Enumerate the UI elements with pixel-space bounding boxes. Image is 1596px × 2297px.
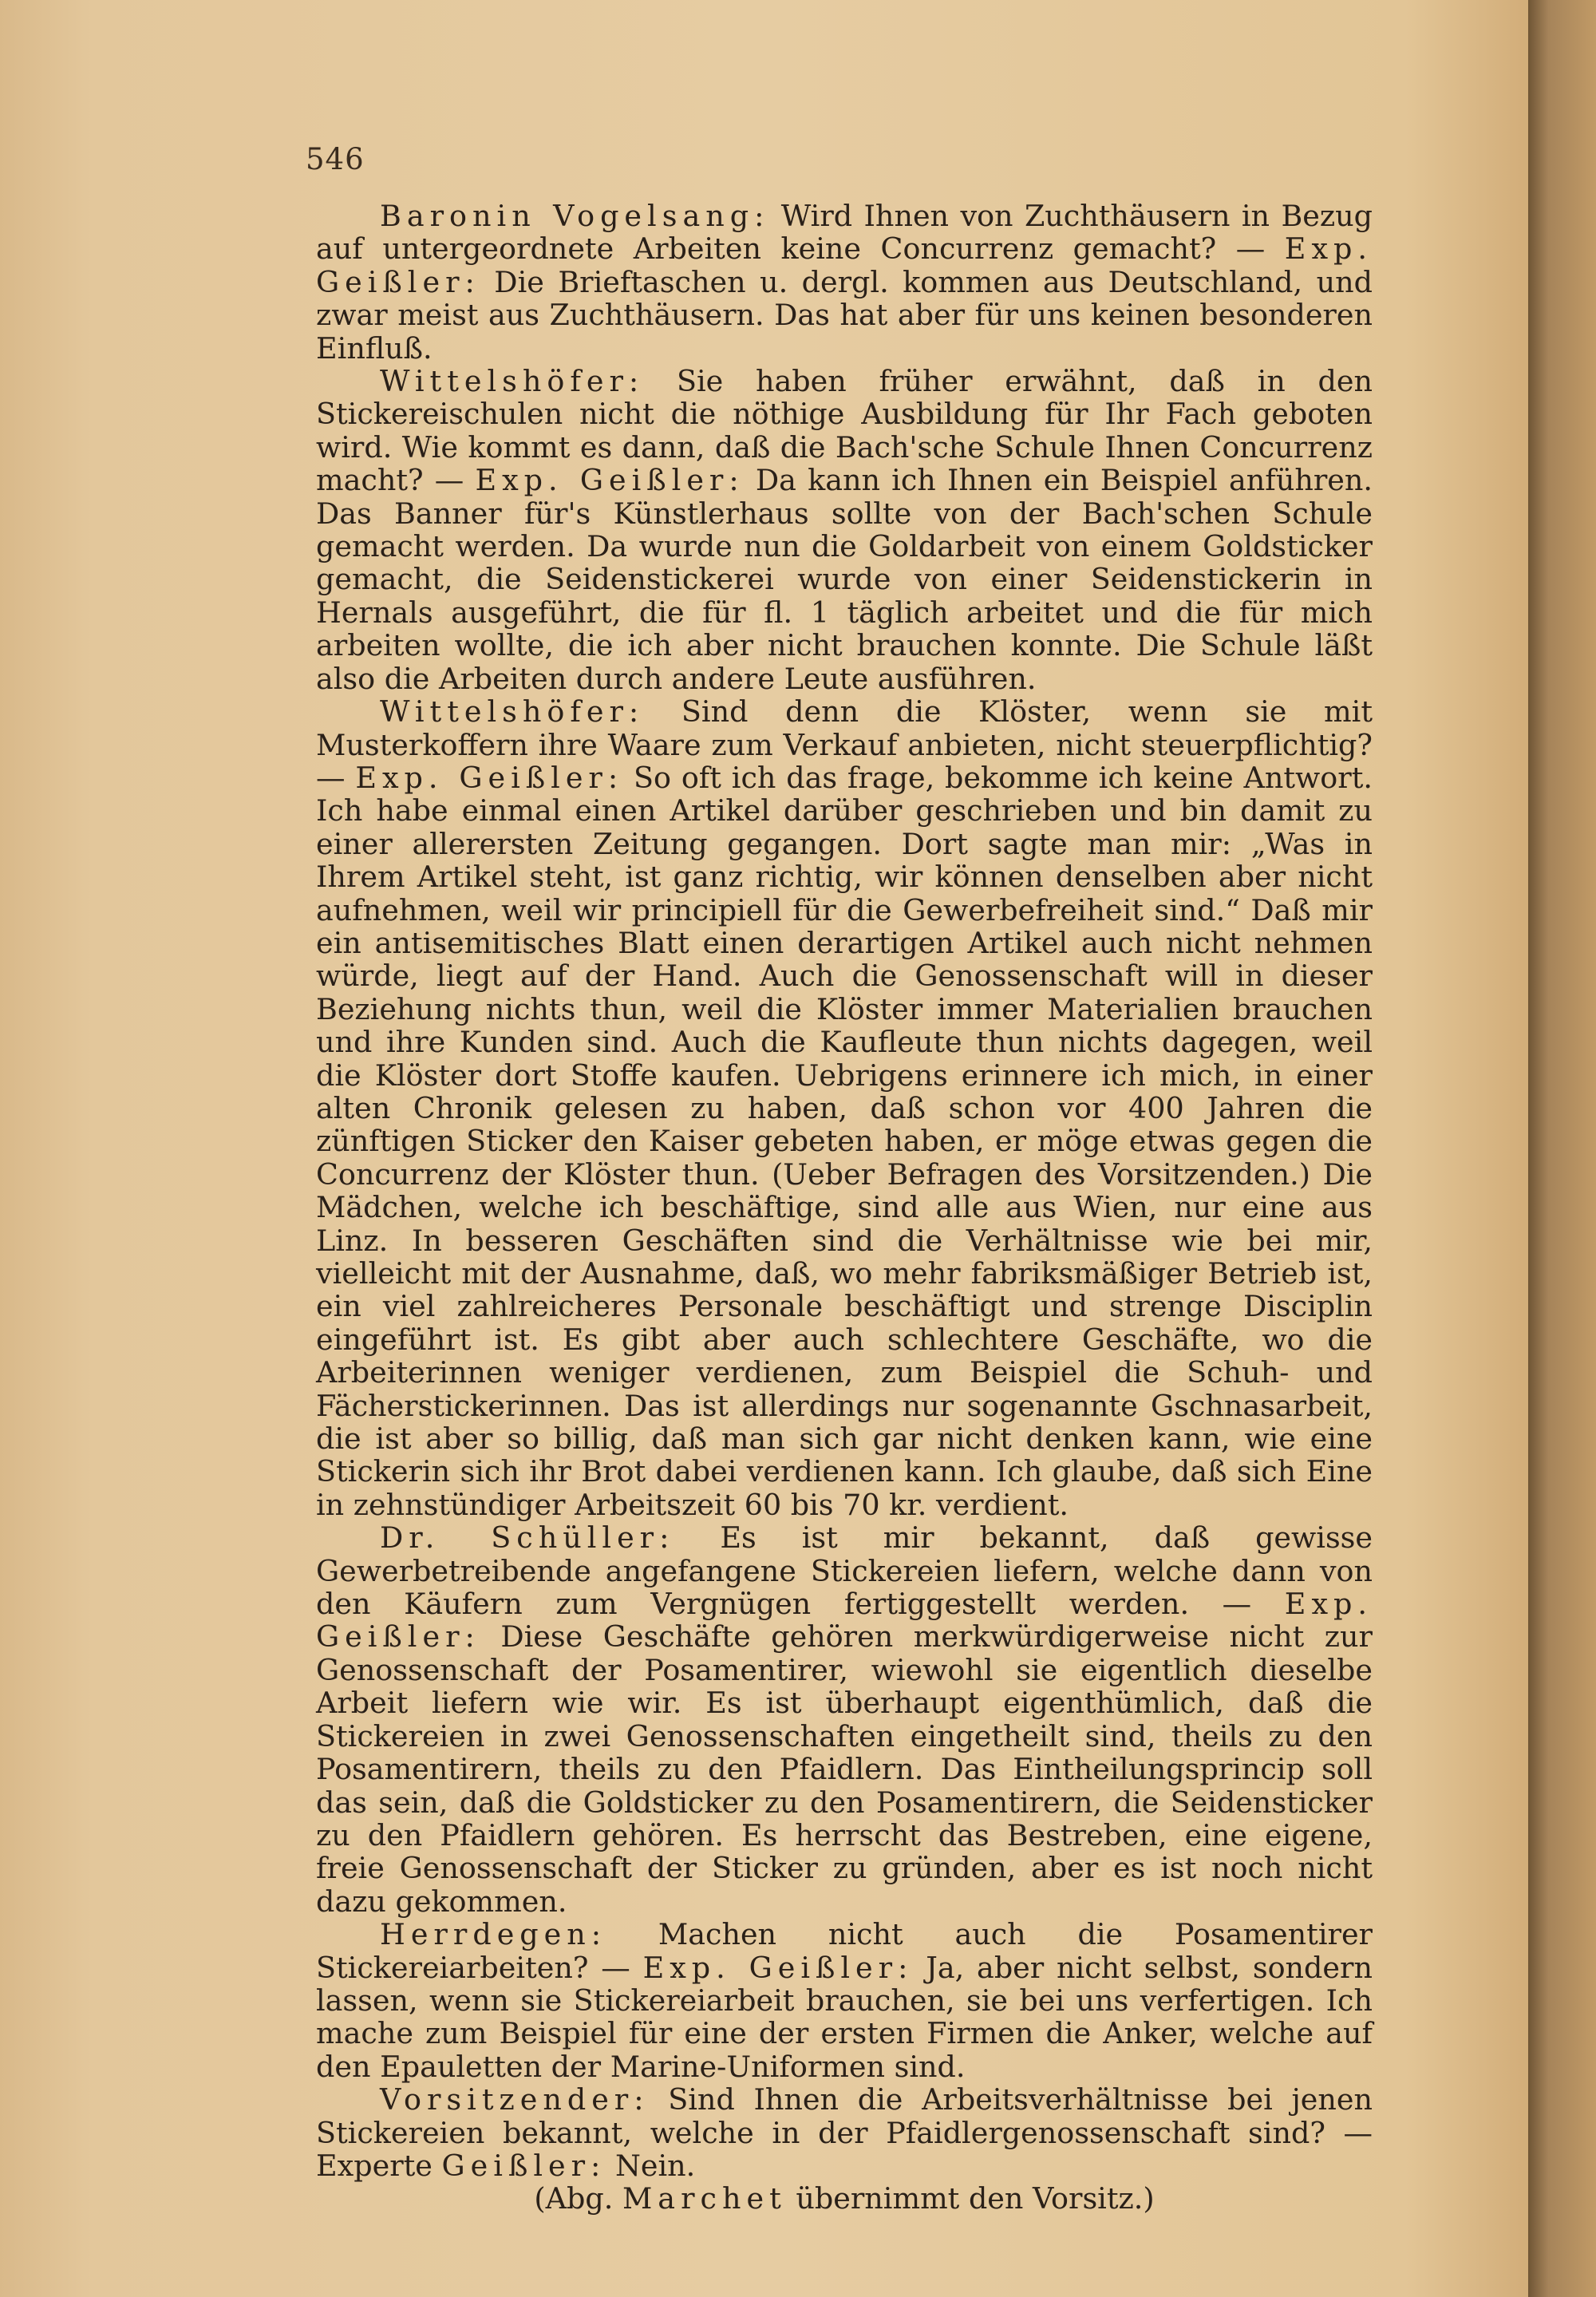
- protocol-text: [316, 200, 1373, 2216]
- paragraph-vorsitzender: [316, 2083, 1373, 2182]
- speaker-text: Sind Ihnen die Arbeitsverhältnisse bei jenen Stickereien bekannt, welche in der Pfaidlergenossenschaft sind? — Experte: [316, 2082, 1373, 2183]
- book-spine: [1528, 0, 1596, 2297]
- expert-name: Geißler:: [441, 2148, 606, 2183]
- expert-text: Diese Geschäfte gehören merkwürdigerweise nicht zur Genossenschaft der Posamentirer, wiewohl sie eigentlich dieselbe Arbeit liefern wie wir. Es ist überhaupt eigenthümlich, daß die Stickereien in zwei Genossenschaften eingetheilt sind, theils zu den Posamentirern, theils zu den Pfaidlern. Das Eintheilungsprincip soll das sein, daß die Goldsticker zu den Posamentirern, die Seidensticker zu den Pfaidlern gehören. Es herrscht das Bestreben, eine eigene, freie Genossenschaft der Sticker zu gründen, aber es ist noch nicht dazu gekommen.: [316, 1619, 1373, 1919]
- expert-text: Da kann ich Ihnen ein Beispiel anführen. Das Banner für's Künstlerhaus sollte von der Bach'schen Schule gemacht werden. Da wurde nun die Goldarbeit von einem Goldsticker gemacht, die Seidenstickerei wurde von einer Seidenstickerin in Hernals ausgeführt, die für fl. 1 täglich arbeitet und die für mich arbeiten wollte, die ich aber nicht brauchen konnte. Die Schule läßt also die Arbeiten durch andere Leute ausführen.: [316, 463, 1373, 696]
- expert-name: Exp. Geißler:: [475, 463, 745, 498]
- expert-text: Die Brieftaschen u. dergl. kommen aus Deutschland, und zwar meist aus Zuchthäusern. Das hat aber für uns keinen besonderen Einfluß.: [316, 264, 1373, 366]
- speaker-name: Vorsitzender:: [380, 2082, 650, 2117]
- expert-text: So oft ich das frage, bekomme ich keine Antwort. Ich habe einmal einen Artikel darüber geschrieben und bin damit zu einer allerersten Zeitung gegangen. Dort sagte man mir: „Was in Ihrem Artikel steht, ist ganz richtig, wir können denselben aber nicht aufnehmen, weil wir principiell für die Gewerbefreiheit sind.“ Daß mir ein antisemitisches Blatt einen derartigen Artikel auch nicht nehmen würde, liegt auf der Hand. Auch die Genossenschaft will in dieser Beziehung nichts thun, weil die Klöster immer Materialien brauchen und ihre Kunden sind. Auch die Kaufleute thun nichts dagegen, weil die Klöster dort Stoffe kaufen. Uebrigens erinnere ich mich, in einer alten Chronik gelesen zu haben, daß schon vor 400 Jahren die zünftigen Sticker den Kaiser gebeten haben, er möge etwas gegen die Concurrenz der Klöster thun. (Ueber Befragen des Vorsitzenden.) Die Mädchen, welche ich beschäftige, sind alle aus Wien, nur eine aus Linz. In besseren Geschäften sind die Verhältnisse wie bei mir, vielleicht mit der Ausnahme, daß, wo mehr fabriksmäßiger Betrieb ist, ein viel zahlreicheres Personale beschäftigt und strenge Disciplin eingeführt ist. Es gibt aber auch schlechtere Geschäfte, wo die Arbeiterinnen weniger verdienen, zum Beispiel die Schuh- und Fächerstickerinnen. Das ist allerdings nur sogenannte Gschnasarbeit, die ist aber so billig, daß man sich gar nicht denken kann, wie eine Stickerin sich ihr Brot dabei verdienen kann. Ich glaube, daß sich Eine in zehnstündiger Arbeitszeit 60 bis 70 kr. verdient.: [316, 760, 1373, 1522]
- paragraph-schueller: [316, 1521, 1373, 1918]
- expert-text: Nein.: [606, 2148, 696, 2183]
- paragraph-vogelsang: [316, 200, 1373, 365]
- speaker-name: Wittelshöfer:: [380, 694, 645, 729]
- closing-prefix: (Abg.: [534, 2181, 622, 2216]
- speaker-name: Baronin Vogelsang:: [380, 199, 770, 233]
- speaker-name: Dr. Schüller:: [380, 1520, 675, 1556]
- paragraph-wittelshoefer-2: [316, 695, 1373, 1521]
- speaker-text: Wird Ihnen von Zuchthäusern in Bezug auf untergeordnete Arbeiten keine Concurrenz gemacht? —: [316, 199, 1373, 267]
- speaker-name: Herrdegen:: [380, 1917, 607, 1952]
- page-number: 546: [306, 142, 365, 176]
- closing-name: Marchet: [622, 2181, 787, 2216]
- closing-note: [316, 2182, 1373, 2215]
- paragraph-wittelshoefer-1: [316, 365, 1373, 695]
- speaker-text: Machen nicht auch die Posamentirer Stickereiarbeiten? —: [316, 1917, 1373, 1985]
- closing-suffix: übernimmt den Vorsitz.): [786, 2181, 1155, 2216]
- expert-name: Exp. Geißler:: [355, 760, 624, 795]
- expert-name: Exp. Geißler:: [316, 1587, 1373, 1655]
- speaker-text: Es ist mir bekannt, daß gewisse Gewerbetreibende angefangene Stickereien liefern, welche dann von den Käufern zum Vergnügen fertiggestellt werden. —: [316, 1520, 1373, 1622]
- speaker-text: Sie haben früher erwähnt, daß in den Stickereischulen nicht die nöthige Ausbildung für Ihr Fach geboten wird. Wie kommt es dann, daß die Bach'sche Schule Ihnen Concurrenz macht? —: [316, 364, 1373, 498]
- speaker-name: Wittelshöfer:: [380, 364, 645, 399]
- expert-name: Exp. Geißler:: [642, 1950, 914, 1985]
- paragraph-herrdegen: [316, 1918, 1373, 2083]
- expert-text: Ja, aber nicht selbst, sondern lassen, wenn sie Stickereiarbeit brauchen, sie bei uns verfertigen. Ich mache zum Beispiel für eine der ersten Firmen die Anker, welche auf den Epauletten der Marine-Uniformen sind.: [316, 1950, 1373, 2084]
- speaker-text: Sind denn die Klöster, wenn sie mit Musterkoffern ihre Waare zum Verkauf anbieten, nicht steuerpflichtig? —: [316, 694, 1373, 795]
- expert-name: Exp. Geißler:: [316, 231, 1373, 299]
